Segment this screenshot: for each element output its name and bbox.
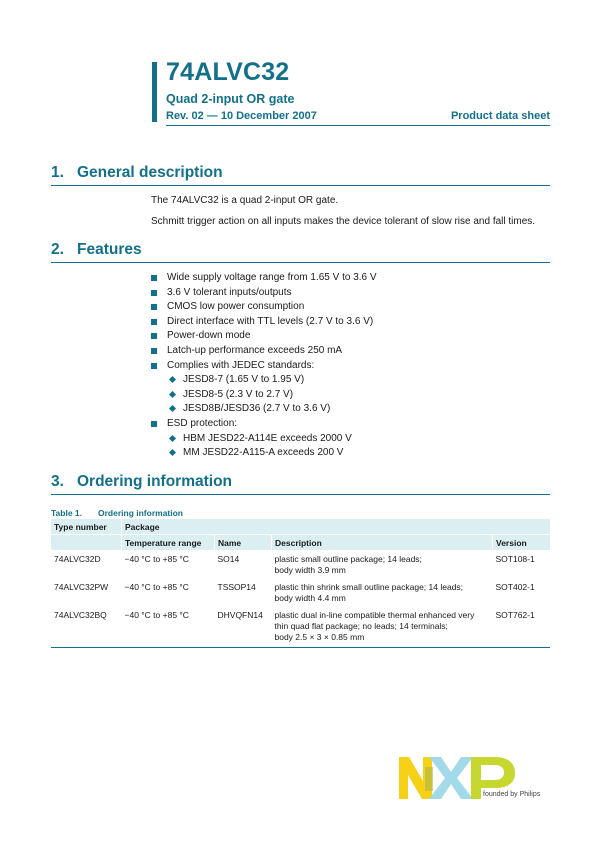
list-item: Power-down mode [151, 329, 377, 344]
table-row [51, 606, 550, 648]
diamond-bullet-icon [169, 405, 176, 412]
logo-tagline: founded by Philips [483, 791, 541, 798]
section-divider [51, 494, 550, 495]
cell-version: SOT762-1 [493, 606, 551, 648]
square-bullet-icon [151, 363, 157, 369]
cell-name: DHVQFN14 [215, 606, 272, 648]
section-title: Features [77, 241, 142, 258]
table-subheader-row [51, 535, 550, 551]
sub-list-item: JESD8-7 (1.65 V to 1.95 V) [151, 373, 377, 388]
general-paragraph-2: Schmitt trigger action on all inputs makes the device tolerant of slow rise and fall times. [151, 216, 536, 227]
header-package: Package [122, 519, 551, 535]
square-bullet-icon [151, 333, 157, 339]
list-item: 3.6 V tolerant inputs/outputs [151, 286, 377, 301]
features-list [151, 271, 377, 461]
cell-name: SO14 [217, 554, 240, 564]
list-item: Complies with JEDEC standards: [151, 359, 377, 374]
square-bullet-icon [151, 348, 157, 354]
header-type-number: Type number [51, 519, 122, 535]
section-general-heading [51, 163, 550, 186]
section-title: Ordering information [77, 473, 232, 490]
table-header-row [51, 519, 550, 535]
list-item: CMOS low power consumption [151, 300, 377, 315]
section-number: 2. [51, 241, 64, 258]
sub-list-item: JESD8-5 (2.3 V to 2.7 V) [151, 388, 377, 403]
list-item: Direct interface with TTL levels (2.7 V to 3.6 V) [151, 315, 377, 330]
sub-list-item: MM JESD22-A115-A exceeds 200 V [151, 446, 377, 461]
sub-list-item: JESD8B/JESD36 (2.7 V to 3.6 V) [151, 402, 377, 417]
diamond-bullet-icon [169, 376, 176, 383]
cell-type: 74ALVC32D [54, 554, 101, 564]
cell-description: plastic thin shrink small outline package; 14 leads; body width 4.4 mm [274, 582, 464, 603]
revision-text: Rev. 02 — 10 December 2007 [166, 110, 317, 122]
cell-temperature: −40 °C to +85 °C [122, 606, 215, 648]
list-item: ESD protection: [151, 417, 377, 432]
section-divider [51, 185, 550, 186]
sub-list-item: HBM JESD22-A114E exceeds 2000 V [151, 432, 377, 447]
cell-version: SOT402-1 [495, 582, 535, 592]
nxp-logo [399, 755, 552, 805]
square-bullet-icon [151, 275, 157, 281]
table-title: Ordering information [98, 508, 183, 518]
cell-type: 74ALVC32PW [54, 582, 109, 592]
section-features-heading [51, 240, 550, 263]
list-item: Wide supply voltage range from 1.65 V to 3.6 V [151, 271, 377, 286]
header-divider [166, 125, 550, 126]
cell-name: TSSOP14 [217, 582, 256, 592]
cell-version: SOT108-1 [495, 554, 535, 564]
header-version: Version [493, 535, 551, 551]
title-accent-bar [152, 62, 157, 122]
document-title: 74ALVC32 [166, 58, 290, 86]
section-title: General description [77, 164, 223, 181]
general-paragraph-1: The 74ALVC32 is a quad 2-input OR gate. [151, 195, 339, 206]
revision-line [166, 110, 550, 122]
cell-temperature: −40 °C to +85 °C [124, 554, 189, 564]
diamond-bullet-icon [169, 391, 176, 398]
header-description: Description [272, 535, 493, 551]
cell-description: plastic small outline package; 14 leads; body width 3.9 mm [274, 554, 422, 575]
diamond-bullet-icon [169, 434, 176, 441]
document-type: Product data sheet [450, 110, 550, 122]
list-item: Latch-up performance exceeds 250 mA [151, 344, 377, 359]
diamond-bullet-icon [169, 449, 176, 456]
section-ordering-heading [51, 472, 550, 495]
document-subtitle: Quad 2-input OR gate [166, 92, 295, 106]
table-label: Table 1. [51, 508, 83, 518]
section-number: 3. [51, 473, 64, 490]
header-name: Name [215, 535, 272, 551]
cell-temperature: −40 °C to +85 °C [124, 582, 189, 592]
table-row [51, 578, 550, 606]
section-number: 1. [51, 164, 64, 181]
square-bullet-icon [151, 304, 157, 310]
table-caption [51, 508, 183, 518]
section-divider [51, 262, 550, 263]
header-temperature-range: Temperature range [122, 535, 215, 551]
square-bullet-icon [151, 319, 157, 325]
ordering-table [51, 519, 550, 648]
square-bullet-icon [151, 290, 157, 296]
square-bullet-icon [151, 421, 157, 427]
cell-type: 74ALVC32BQ [51, 606, 122, 648]
cell-description: plastic dual in-line compatible thermal enhanced very thin quad flat package; no leads; 14 terminals; body 2.5 × 3 × 0.85 mm [272, 606, 493, 648]
table-row [51, 550, 550, 578]
